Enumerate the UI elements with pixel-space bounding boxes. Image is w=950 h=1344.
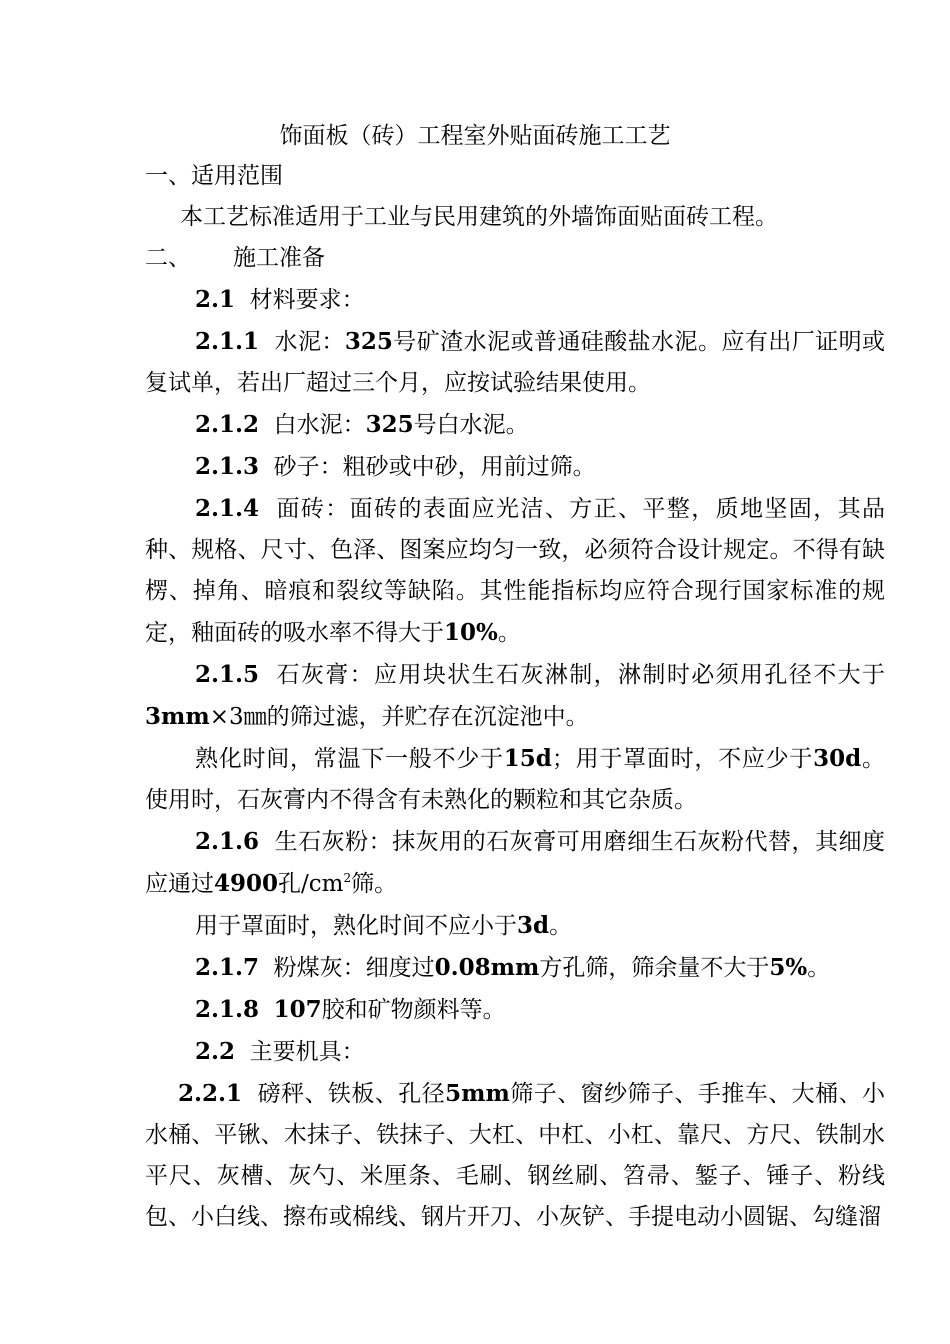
clause-value: 0.08mm [434,954,540,981]
clause-number: 2.1.4 [195,495,260,522]
clause-number: 2.1.7 [195,954,260,981]
section-2-title: 施工准备 [233,245,325,271]
paragraph-2-1-5-cont [145,738,885,821]
paragraph-2-1-6-cont [145,905,885,947]
clause-number: 2.1.6 [195,828,260,855]
paragraph-2-1-4 [145,488,885,654]
clause-number: 2.1.3 [195,453,260,480]
paragraph-2-2-1 [145,1073,885,1238]
clause-number: 2.2.1 [178,1080,243,1107]
clause-value: 10% [444,619,498,646]
clause-text: 胶和矿物颜料等。 [321,997,506,1023]
paragraph-2-1-1 [145,321,885,404]
section-1-body: 本工艺标准适用于工业与民用建筑的外墙饰面贴面砖工程。 [180,204,778,230]
section-2-heading [145,238,885,279]
paragraph-2-1-5 [145,654,885,738]
clause-number: 2.1.8 [195,996,260,1023]
clause-text: 面砖：面砖的表面应光洁、方正、平整，质地坚固，其品种、规格、尺寸、色泽、图案应均匀一致，必须符合设计规定。不得有缺楞、掉角、暗痕和裂纹等缺陷。其性能指标均应符合现行国家标准的规定，釉面砖的吸水率不得大于 [145,496,886,646]
paragraph-2-1 [145,279,885,321]
clause-number: 2.1.2 [195,411,260,438]
superscript: 2 [343,871,352,885]
clause-value: 107 [273,996,322,1023]
clause-text: 。 [807,955,831,981]
clause-text: 。 [549,913,573,939]
clause-value: 15d [503,745,552,772]
clause-text: 孔/cm [278,871,344,897]
clause-text: 水泥： [274,329,345,355]
clause-value: 3d [517,912,550,939]
paragraph-2-2 [145,1031,885,1073]
paragraph-2-1-2 [145,404,885,446]
paragraph-2-1-8 [145,989,885,1031]
clause-value: 5mm [445,1080,510,1107]
clause-text: 。 [497,620,521,646]
paragraph-2-1-3 [145,446,885,488]
clause-text: 方孔筛，筛余量不大于 [539,955,770,981]
clause-number: 2.1.5 [195,661,260,688]
document-body [145,156,885,1238]
clause-text: ×3㎜的筛过滤，并贮存在沉淀池中。 [209,704,589,730]
section-1-heading: 一、适用范围 [145,163,283,189]
document-title: 饰面板（砖）工程室外贴面砖施工工艺 [279,123,671,149]
clause-value: 3mm [145,703,210,730]
clause-text: 石灰膏：应用块状生石灰淋制，淋制时必须用孔径不大于 [276,662,886,688]
clause-text: 号白水泥。 [413,412,529,438]
clause-text: 磅秤、铁板、孔径 [257,1081,446,1107]
clause-value: 325 [365,411,414,438]
clause-value: 325 [344,328,393,355]
clause-value: 4900 [214,870,279,897]
clause-text: ；用于罩面时，不应少于 [551,746,814,772]
section-2-number: 二、 [145,245,191,271]
clause-text: 生石灰粉：抹灰用的石灰膏可用磨细生石灰粉代替，其细度应通过 [145,829,886,897]
clause-text: 筛子、窗纱筛子、手推车、大桶、小水桶、平锹、木抹子、铁抹子、大杠、中杠、小杠、靠尺、方尺、铁制水平尺、灰槽、灰勺、米厘条、毛刷、钢丝刷、笤帚、錾子、锤子、粉线包、小白线、擦布或棉线、钢片开刀、小灰铲、手提电动小圆锯、勾缝溜 [145,1081,886,1230]
clause-text: 号矿渣水泥或普通硅酸盐水泥。应有出厂证明或复试单，若出厂超过三个月，应按试验结果使用。 [145,329,886,396]
clause-text: 主要机具： [249,1039,365,1065]
clause-text: 砂子：粗砂或中砂，用前过筛。 [273,454,596,480]
clause-number: 2.1 [195,286,236,313]
clause-text: 粉煤灰：细度过 [273,955,435,981]
clause-text: 熟化时间，常温下一般不少于 [195,746,504,772]
clause-text: 材料要求： [249,287,365,313]
clause-value: 30d [813,745,862,772]
clause-text: 筛。 [351,871,398,897]
clause-text: 白水泥： [273,412,366,438]
clause-value: 5% [769,954,808,981]
clause-text: 用于罩面时，熟化时间不应小于 [195,913,517,939]
clause-number: 2.2 [195,1038,236,1065]
paragraph-2-1-7 [145,947,885,989]
clause-text: 。使用时，石灰膏内不得含有未熟化的颗粒和其它杂质。 [145,746,886,813]
clause-number: 2.1.1 [195,328,260,355]
paragraph-2-1-6 [145,821,885,905]
